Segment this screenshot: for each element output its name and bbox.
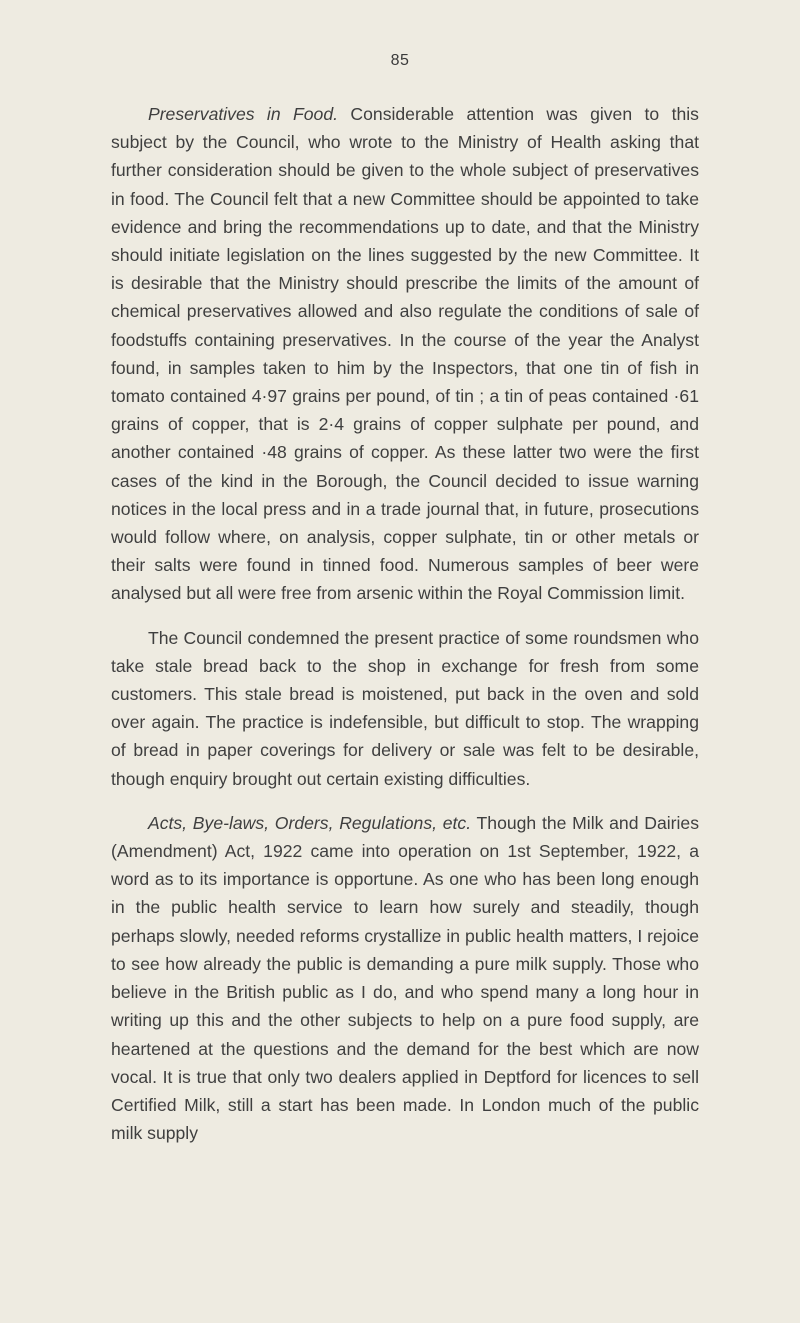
paragraph-text: The Council condemned the present practice of some roundsmen who take stale bread back to the shop in exchange for fresh from some customers. This stale bread is moistened, put back in the oven and sold over again. The practice is indefensible, but difficult to stop. The wrapping of bread in paper coverings for delivery or sale was felt to be desirable, though enquiry brought out certain existing difficulties. bbox=[111, 627, 699, 789]
run-in-heading-preservatives: Preservatives in Food. bbox=[147, 104, 339, 124]
paragraph-text: Though the Milk and Dairies (Amendment) Act, 1922 came into operation on 1st September, 1922, a word as to its importance is opportune. As one who has been long enough in the public health service to learn how surely and steadily, though perhaps slowly, needed reforms crystallize in public health matters, I rejoice to see how already the public is demanding a pure milk supply. Those who believe in the British public as I do, and who spend many a long hour in writing up this and the other subjects to help on a pure food supply, are heartened at the questions and the demand for the best which are now vocal. It is true that only two dealers applied in Deptford for licences to sell Certified Milk, still a start has been made. In London much of the public milk supply bbox=[111, 812, 699, 1144]
paragraph-preservatives bbox=[111, 100, 699, 608]
run-in-heading-acts: Acts, Bye-laws, Orders, Regulations, etc. bbox=[147, 812, 472, 833]
page-number: 85 bbox=[390, 52, 410, 69]
body-text bbox=[111, 100, 699, 1147]
paragraph-text: Considerable attention was given to this subject by the Council, who wrote to the Ministry of Health asking that further consideration should be given to the whole subject of preservatives in food. The Council felt that a new Committee should be appointed to take evidence and bring the recommendations up to date, and that the Ministry should initiate legislation on the lines suggested by the new Committee. It is desirable that the Ministry should prescribe the limits of the amount of chemical preservatives allowed and also regulate the conditions of sale of foodstuffs containing preservatives. In the course of the year the Analyst found, in samples taken to him by the Inspectors, that one tin of fish in tomato contained 4·97 grains per pound, of tin ; a tin of peas contained ·61 grains of copper, that is 2·4 grains of copper sulphate per pound, and another contained ·48 grains of copper. As these latter two were the first cases of the kind in the Borough, the Council decided to issue warning notices in the local press and in a trade journal that, in future, prosecutions would follow where, on analysis, copper sulphate, tin or other metals or their salts were found in tinned food. Numerous samples of beer were analysed but all were free from arsenic within the Royal Commission limit. bbox=[111, 104, 699, 604]
paragraph-acts-bye-laws bbox=[111, 809, 699, 1147]
paragraph-stale-bread bbox=[111, 624, 699, 793]
